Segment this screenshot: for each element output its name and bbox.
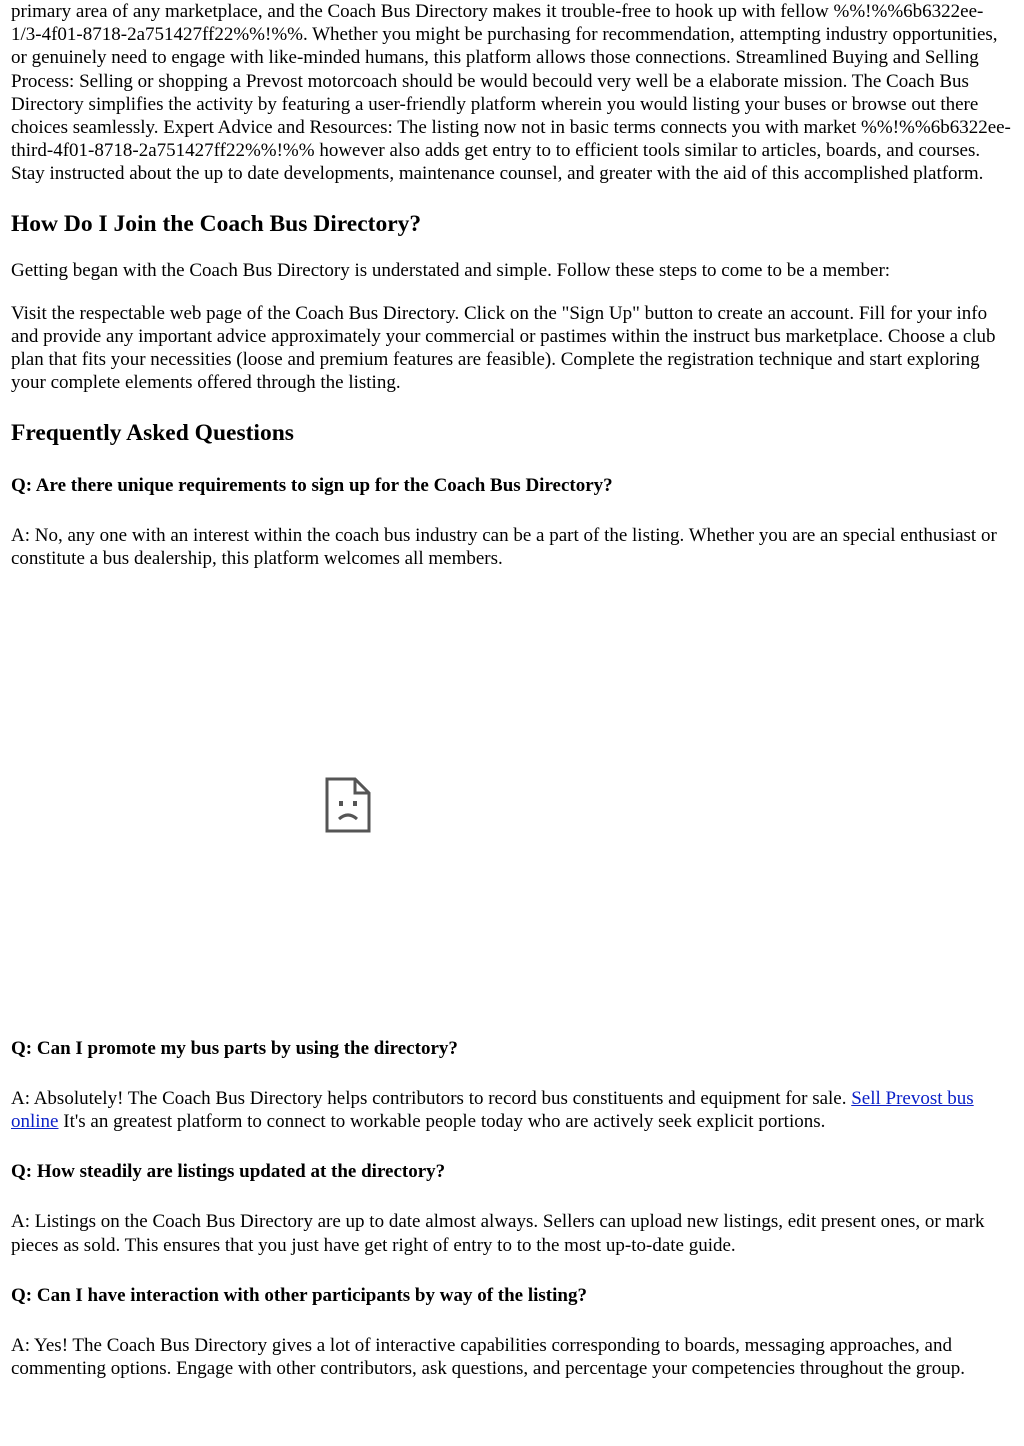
- faq-question-2: Q: Can I promote my bus parts by using the directory?: [11, 1038, 458, 1060]
- faq-question-4: Q: Can I have interaction with other participants by way of the listing?: [11, 1284, 587, 1306]
- sell-prevost-bus-online-link[interactable]: Sell Prevost bus online: [11, 1088, 974, 1133]
- join-lead-paragraph: Getting began with the Coach Bus Directory is understated and simple. Follow these steps to come to be a member:: [11, 259, 891, 281]
- faq-answer-2: [11, 1087, 1013, 1133]
- faq-answer-4: A: Yes! The Coach Bus Directory gives a lot of interactive capabilities corresponding to boards, messaging approaches, and commenting options. Engage with other contributors, ask questions, and percentage your competencies throughout the group.: [11, 1334, 965, 1380]
- broken-document-icon: [325, 777, 371, 839]
- faq-answer-2-text-after: It's an greatest platform to connect to workable people today who are actively seek explicit portions.: [58, 1111, 826, 1133]
- faq-heading: Frequently Asked Questions: [11, 419, 294, 446]
- join-steps-paragraph: Visit the respectable web page of the Coach Bus Directory. Click on the "Sign Up" button to create an account. Fill for your info and provide any important advice approximately your commercial or pastimes within the instruct bus marketplace. Choose a club plan that fits your necessities (loose and premium features are feasible). Complete the registration technique and start exploring your complete elements offered through the listing.: [11, 302, 996, 394]
- embedded-frame-broken[interactable]: [11, 590, 1013, 1010]
- faq-answer-3: A: Listings on the Coach Bus Directory are up to date almost always. Sellers can upload new listings, edit present ones, or mark pieces as sold. This ensures that you just have get right of entry to to the most up-to-date guide.: [11, 1211, 985, 1256]
- faq-answer-1: A: No, any one with an interest within the coach bus industry can be a part of the listing. Whether you are an special enthusiast or constitute a bus dealership, this platform welcomes all members.: [11, 524, 997, 569]
- join-heading: How Do I Join the Coach Bus Directory?: [11, 210, 422, 237]
- faq-answer-2-text-before: A: Absolutely! The Coach Bus Directory helps contributors to record bus constituents and equipment for sale.: [11, 1088, 852, 1110]
- faq-question-1: Q: Are there unique requirements to sign up for the Coach Bus Directory?: [11, 474, 613, 496]
- intro-paragraph: primary area of any marketplace, and the Coach Bus Directory makes it trouble-free to hook up with fellow %%!%%6b6322ee-1/3-4f01-8718-2a751427ff22%%!%%. Whether you might be purchasing for recommendation, attempting industry opportunities, or genuinely need to engage with like-minded humans, this platform allows those connections. Streamlined Buying and Selling Process: Selling or shopping a Prevost motorcoach should be would becould very well be a elaborate mission. The Coach Bus Directory simplifies the activity by featuring a user-friendly platform wherein you would listing your buses or browse out there choices seamlessly. Expert Advice and Resources: The listing now not in basic terms connects you with market %%!%%6b6322ee-third-4f01-8718-2a751427ff22%%!%% however also adds get entry to to efficient tools similar to articles, boards, and courses. Stay instructed about the up to date developments, maintenance counsel, and greater with the aid of this accomplished platform.: [11, 1, 1011, 185]
- faq-question-3: Q: How steadily are listings updated at the directory?: [11, 1161, 446, 1183]
